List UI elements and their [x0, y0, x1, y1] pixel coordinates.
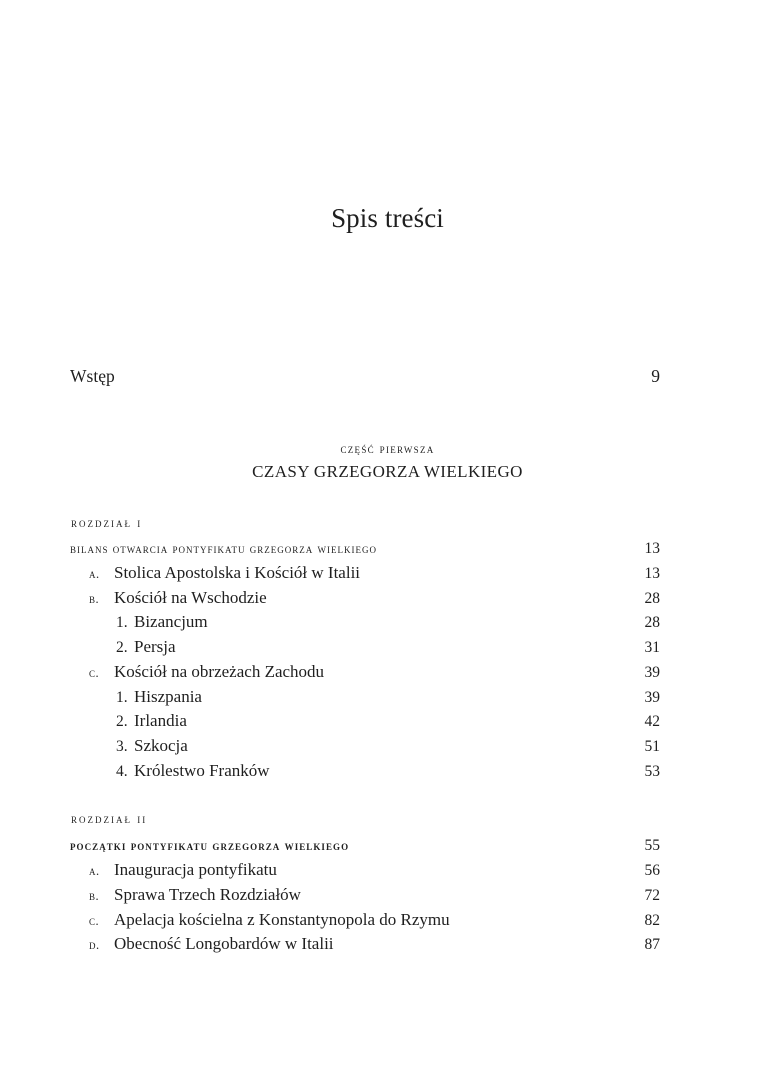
- toc-entry-page: 31: [644, 639, 660, 656]
- subsection-label: Królestwo Franków: [134, 761, 270, 780]
- toc-entry-page: 55: [644, 837, 660, 854]
- section-label: Inauguracja pontyfikatu: [114, 860, 277, 879]
- section-marker: b.: [89, 889, 100, 903]
- toc-entry-section[interactable]: [89, 932, 660, 956]
- toc-entry-label-wrap: [116, 635, 176, 660]
- toc-entry-label-wrap: [116, 759, 270, 784]
- chapter-title: bilans otwarcia pontyfikatu grzegorza wielkiego: [70, 541, 377, 556]
- toc-entry-intro[interactable]: [70, 364, 660, 388]
- toc-entry-subsection[interactable]: [116, 734, 660, 758]
- toc-entry-chapter-title[interactable]: [70, 537, 660, 561]
- part-title: CZASY GRZEGORZA WIELKIEGO: [252, 462, 523, 481]
- section-label: Stolica Apostolska i Kościół w Italii: [114, 563, 361, 582]
- subsection-marker: 1.: [116, 614, 128, 631]
- toc-entry-label-wrap: [116, 709, 187, 734]
- section-marker: a.: [89, 864, 100, 878]
- section-marker: b.: [89, 592, 100, 606]
- toc-entry-page: 13: [644, 540, 660, 557]
- toc-entry-label-wrap: [116, 734, 188, 759]
- toc-entry-label-wrap: [89, 932, 334, 957]
- chapter-label: rozdział ii: [71, 811, 148, 826]
- toc-entry-page: 82: [644, 912, 660, 929]
- toc-entry-page: 87: [644, 936, 660, 953]
- subsection-label: Irlandia: [134, 711, 187, 730]
- toc-entry-subsection[interactable]: [116, 759, 660, 783]
- toc-entry-page: 9: [651, 366, 660, 386]
- section-label: Sprawa Trzech Rozdziałów: [114, 885, 301, 904]
- page-title: Spis treści: [331, 203, 444, 233]
- chapter-title: początki pontyfikatu grzegorza wielkiego: [70, 838, 350, 853]
- toc-entry-label-wrap: [89, 660, 324, 685]
- section-marker: d.: [89, 938, 100, 952]
- toc-entry-subsection[interactable]: [116, 685, 660, 709]
- toc-entry-section[interactable]: [89, 908, 660, 932]
- toc-entry-page: 28: [644, 590, 660, 607]
- subsection-label: Persja: [134, 637, 176, 656]
- toc-entry-page: 51: [644, 738, 660, 755]
- toc-entry-page: 28: [644, 614, 660, 631]
- subsection-marker: 2.: [116, 639, 128, 656]
- toc-entry-label-wrap: [116, 685, 202, 710]
- subsection-marker: 2.: [116, 713, 128, 730]
- toc-entry-subsection[interactable]: [116, 709, 660, 733]
- subsection-label: Bizancjum: [134, 612, 208, 631]
- toc-entry-page: 56: [644, 862, 660, 879]
- toc-entry-label-wrap: [89, 858, 277, 883]
- section-label: Apelacja kościelna z Konstantynopola do Rzymu: [114, 910, 450, 929]
- subsection-marker: 3.: [116, 738, 128, 755]
- section-marker: c.: [89, 666, 100, 680]
- toc-entry-label-wrap: [89, 883, 301, 908]
- toc-entry-label-wrap: [89, 561, 360, 586]
- toc-entry-section[interactable]: [89, 561, 660, 585]
- toc-entry-section[interactable]: [89, 883, 660, 907]
- section-label: Kościół na Wschodzie: [114, 588, 267, 607]
- section-marker: a.: [89, 567, 100, 581]
- toc-entry-section[interactable]: [89, 586, 660, 610]
- toc-entry-label: Wstęp: [70, 366, 115, 386]
- toc-entry-page: 39: [644, 664, 660, 681]
- toc-entry-page: 13: [644, 565, 660, 582]
- toc-entry-subsection[interactable]: [116, 635, 660, 659]
- toc-entry-page: 72: [644, 887, 660, 904]
- subsection-label: Szkocja: [134, 736, 188, 755]
- toc-entry-section[interactable]: [89, 660, 660, 684]
- toc-entry-label-wrap: [89, 586, 267, 611]
- toc-entry-label-wrap: [89, 908, 450, 933]
- toc-entry-chapter-title[interactable]: [70, 834, 660, 858]
- part-kicker: część pierwsza: [340, 441, 435, 456]
- toc-entry-page: 39: [644, 689, 660, 706]
- section-marker: c.: [89, 914, 100, 928]
- toc-entry-section[interactable]: [89, 858, 660, 882]
- toc-entry-label-wrap: [116, 610, 208, 635]
- subsection-marker: 1.: [116, 689, 128, 706]
- subsection-marker: 4.: [116, 763, 128, 780]
- subsection-label: Hiszpania: [134, 687, 202, 706]
- section-label: Kościół na obrzeżach Zachodu: [114, 662, 325, 681]
- chapter-label: rozdział i: [71, 515, 143, 530]
- toc-entry-page: 53: [644, 763, 660, 780]
- section-label: Obecność Longobardów w Italii: [114, 934, 334, 953]
- toc-entry-subsection[interactable]: [116, 610, 660, 634]
- toc-entry-page: 42: [644, 713, 660, 730]
